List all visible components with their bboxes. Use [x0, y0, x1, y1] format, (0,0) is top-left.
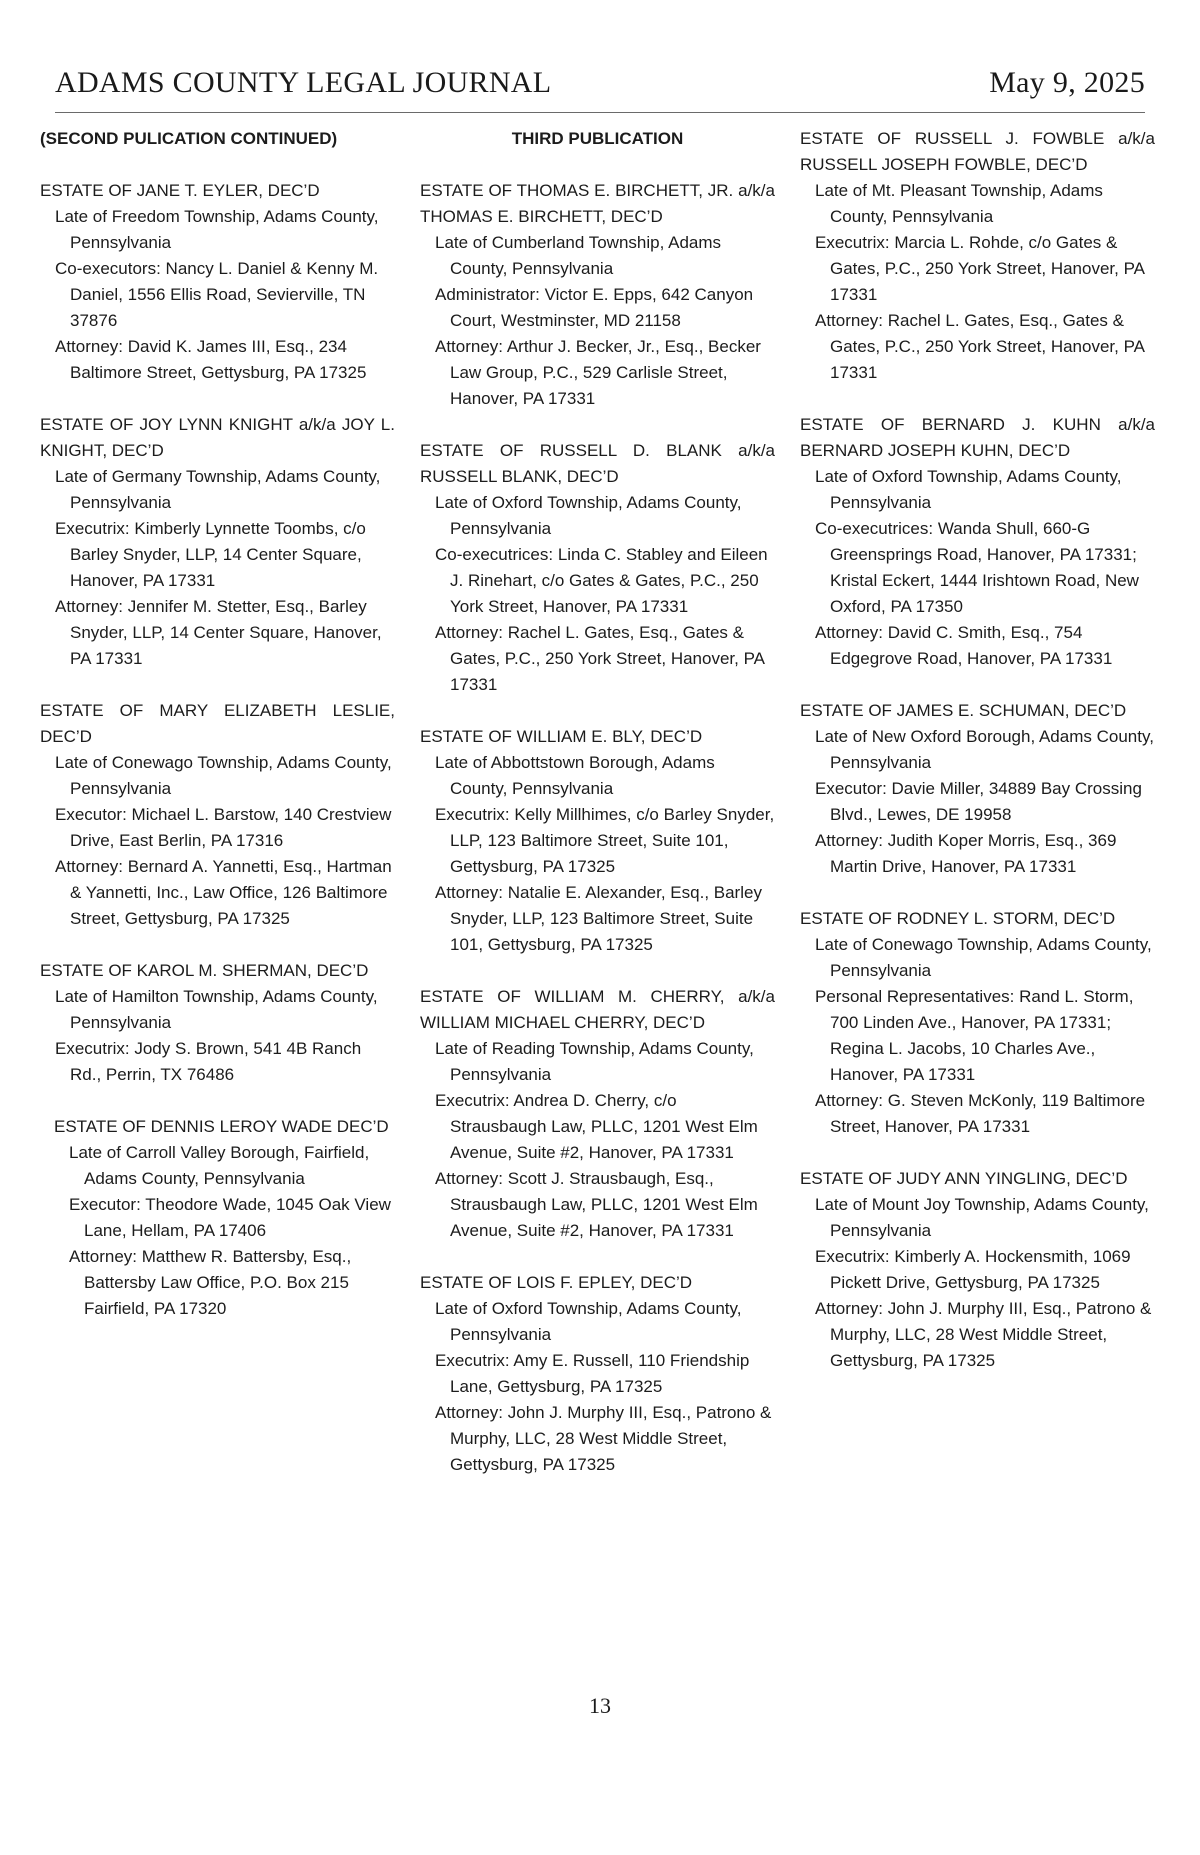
estate-title: ESTATE OF RUSSELL J. FOWBLE a/k/a RUSSELL JOSEPH FOWBLE, DEC’D	[800, 129, 1155, 174]
estate-title: ESTATE OF WILLIAM E. BLY, DEC’D	[420, 727, 703, 746]
estate-residence: Late of Hamilton Township, Adams County, Pennsylvania	[55, 987, 378, 1032]
estate-representative: Executrix: Andrea D. Cherry, c/o Strausbaugh Law, PLLC, 1201 West Elm Avenue, Suite #2, Hanover, PA 17331	[435, 1091, 758, 1162]
section-heading: (SECOND PULICATION CONTINUED)	[40, 129, 338, 148]
estate-attorney: Attorney: Bernard A. Yannetti, Esq., Hartman & Yannetti, Inc., Law Office, 126 Baltimore Street, Gettysburg, PA 17325	[55, 857, 392, 928]
journal-name: ADAMS COUNTY LEGAL JOURNAL	[55, 66, 552, 99]
estate-title: ESTATE OF DENNIS LEROY WADE DEC’D	[54, 1117, 389, 1136]
estate-title: ESTATE OF JOY LYNN KNIGHT a/k/a JOY L. KNIGHT, DEC’D	[40, 415, 395, 460]
estate-residence: Late of New Oxford Borough, Adams County, Pennsylvania	[815, 727, 1154, 772]
estate-representative: Executrix: Marcia L. Rohde, c/o Gates & Gates, P.C., 250 York Street, Hanover, PA 17331	[815, 233, 1145, 304]
estate-representative: Executrix: Kimberly A. Hockensmith, 1069 Pickett Drive, Gettysburg, PA 17325	[815, 1247, 1131, 1292]
estate-notice	[40, 958, 395, 1088]
column-right	[800, 126, 1155, 1400]
estate-residence: Late of Oxford Township, Adams County, Pennsylvania	[815, 467, 1122, 512]
estate-title: ESTATE OF WILLIAM M. CHERRY, a/k/a WILLIAM MICHAEL CHERRY, DEC’D	[420, 987, 775, 1032]
estate-residence: Late of Abbottstown Borough, Adams County, Pennsylvania	[435, 753, 715, 798]
estate-attorney: Attorney: John J. Murphy III, Esq., Patrono & Murphy, LLC, 28 West Middle Street, Gettysburg, PA 17325	[815, 1299, 1152, 1370]
estate-notice	[800, 1166, 1155, 1374]
estate-notice	[420, 1270, 775, 1478]
estate-notice	[800, 906, 1155, 1140]
estate-residence: Late of Mount Joy Township, Adams County, Pennsylvania	[815, 1195, 1149, 1240]
estate-attorney: Attorney: David K. James III, Esq., 234 Baltimore Street, Gettysburg, PA 17325	[55, 337, 367, 382]
page-number: 13	[589, 1693, 611, 1718]
estate-title: ESTATE OF MARY ELIZABETH LESLIE, DEC’D	[40, 701, 395, 746]
estate-residence: Late of Cumberland Township, Adams County, Pennsylvania	[435, 233, 722, 278]
issue-date: May 9, 2025	[989, 66, 1145, 99]
estate-title: ESTATE OF THOMAS E. BIRCHETT, JR. a/k/a THOMAS E. BIRCHETT, DEC’D	[420, 181, 775, 226]
estate-title: ESTATE OF BERNARD J. KUHN a/k/a BERNARD JOSEPH KUHN, DEC’D	[800, 415, 1155, 460]
estate-representative: Executor: Michael L. Barstow, 140 Crestview Drive, East Berlin, PA 17316	[55, 805, 392, 850]
estate-notice	[40, 178, 395, 386]
estate-title: ESTATE OF RUSSELL D. BLANK a/k/a RUSSELL BLANK, DEC’D	[420, 441, 775, 486]
page-header	[55, 66, 1145, 113]
estate-title: ESTATE OF JUDY ANN YINGLING, DEC’D	[800, 1169, 1128, 1188]
estate-attorney: Attorney: Matthew R. Battersby, Esq., Battersby Law Office, P.O. Box 215 Fairfield, PA 17320	[69, 1247, 352, 1318]
estate-notice	[420, 984, 775, 1244]
estate-residence: Late of Oxford Township, Adams County, Pennsylvania	[435, 1299, 742, 1344]
estate-residence: Late of Carroll Valley Borough, Fairfield, Adams County, Pennsylvania	[69, 1143, 370, 1188]
estate-residence: Late of Oxford Township, Adams County, Pennsylvania	[435, 493, 742, 538]
estate-attorney: Attorney: Judith Koper Morris, Esq., 369 Martin Drive, Hanover, PA 17331	[815, 831, 1117, 876]
estate-title: ESTATE OF LOIS F. EPLEY, DEC’D	[420, 1273, 693, 1292]
estate-representative: Executrix: Kimberly Lynnette Toombs, c/o Barley Snyder, LLP, 14 Center Square, Hanover, PA 17331	[55, 519, 366, 590]
estate-notice	[420, 178, 775, 412]
estate-residence: Late of Mt. Pleasant Township, Adams County, Pennsylvania	[815, 181, 1103, 226]
estate-representative: Co-executrices: Linda C. Stabley and Eileen J. Rinehart, c/o Gates & Gates, P.C., 250 York Street, Hanover, PA 17331	[435, 545, 768, 616]
estate-attorney: Attorney: Rachel L. Gates, Esq., Gates & Gates, P.C., 250 York Street, Hanover, PA 17331	[435, 623, 765, 694]
estate-representative: Executrix: Amy E. Russell, 110 Friendship Lane, Gettysburg, PA 17325	[435, 1351, 750, 1396]
estate-representative: Executrix: Kelly Millhimes, c/o Barley Snyder, LLP, 123 Baltimore Street, Suite 101, Gettysburg, PA 17325	[435, 805, 775, 876]
estate-representative: Administrator: Victor E. Epps, 642 Canyon Court, Westminster, MD 21158	[435, 285, 754, 330]
estate-residence: Late of Conewago Township, Adams County, Pennsylvania	[55, 753, 392, 798]
estate-attorney: Attorney: David C. Smith, Esq., 754 Edgegrove Road, Hanover, PA 17331	[815, 623, 1113, 668]
estate-representative: Executrix: Jody S. Brown, 541 4B Ranch Rd., Perrin, TX 76486	[55, 1039, 362, 1084]
estate-attorney: Attorney: Scott J. Strausbaugh, Esq., Strausbaugh Law, PLLC, 1201 West Elm Avenue, Suite #2, Hanover, PA 17331	[435, 1169, 758, 1240]
estate-notice	[40, 1114, 395, 1322]
section-heading: THIRD PUBLICATION	[511, 129, 684, 148]
estate-notice	[800, 412, 1155, 672]
estate-representative: Co-executors: Nancy L. Daniel & Kenny M. Daniel, 1556 Ellis Road, Sevierville, TN 37876	[55, 259, 379, 330]
estate-attorney: Attorney: Natalie E. Alexander, Esq., Barley Snyder, LLP, 123 Baltimore Street, Suite 101, Gettysburg, PA 17325	[435, 883, 762, 954]
estate-representative: Executor: Theodore Wade, 1045 Oak View Lane, Hellam, PA 17406	[69, 1195, 391, 1240]
estate-residence: Late of Reading Township, Adams County, Pennsylvania	[435, 1039, 754, 1084]
estate-notice	[800, 698, 1155, 880]
estate-representative: Personal Representatives: Rand L. Storm, 700 Linden Ave., Hanover, PA 17331; Regina L. Jacobs, 10 Charles Ave., Hanover, PA 17331	[815, 987, 1134, 1084]
estate-attorney: Attorney: Arthur J. Becker, Jr., Esq., Becker Law Group, P.C., 529 Carlisle Street, Hanover, PA 17331	[435, 337, 761, 408]
estate-title: ESTATE OF RODNEY L. STORM, DEC’D	[800, 909, 1116, 928]
column-left	[40, 126, 395, 1348]
estate-attorney: Attorney: Jennifer M. Stetter, Esq., Barley Snyder, LLP, 14 Center Square, Hanover, PA 17331	[55, 597, 382, 668]
estate-notice	[40, 412, 395, 672]
estate-notice	[40, 698, 395, 932]
estate-attorney: Attorney: John J. Murphy III, Esq., Patrono & Murphy, LLC, 28 West Middle Street, Gettysburg, PA 17325	[435, 1403, 772, 1474]
estate-residence: Late of Conewago Township, Adams County, Pennsylvania	[815, 935, 1152, 980]
estate-representative: Executor: Davie Miller, 34889 Bay Crossing Blvd., Lewes, DE 19958	[815, 779, 1142, 824]
estate-title: ESTATE OF KAROL M. SHERMAN, DEC’D	[40, 961, 369, 980]
estate-notice	[420, 724, 775, 958]
estate-title: ESTATE OF JAMES E. SCHUMAN, DEC’D	[800, 701, 1127, 720]
estate-residence: Late of Germany Township, Adams County, Pennsylvania	[55, 467, 381, 512]
estate-title: ESTATE OF JANE T. EYLER, DEC’D	[40, 181, 320, 200]
estate-attorney: Attorney: G. Steven McKonly, 119 Baltimore Street, Hanover, PA 17331	[815, 1091, 1146, 1136]
estate-residence: Late of Freedom Township, Adams County, Pennsylvania	[55, 207, 379, 252]
estate-notice	[420, 438, 775, 698]
column-middle	[420, 126, 775, 1504]
estate-notice	[800, 126, 1155, 386]
estate-attorney: Attorney: Rachel L. Gates, Esq., Gates & Gates, P.C., 250 York Street, Hanover, PA 17331	[815, 311, 1145, 382]
estate-representative: Co-executrices: Wanda Shull, 660-G Greensprings Road, Hanover, PA 17331; Kristal Eckert, 1444 Irishtown Road, New Oxford, PA 17350	[815, 519, 1139, 616]
